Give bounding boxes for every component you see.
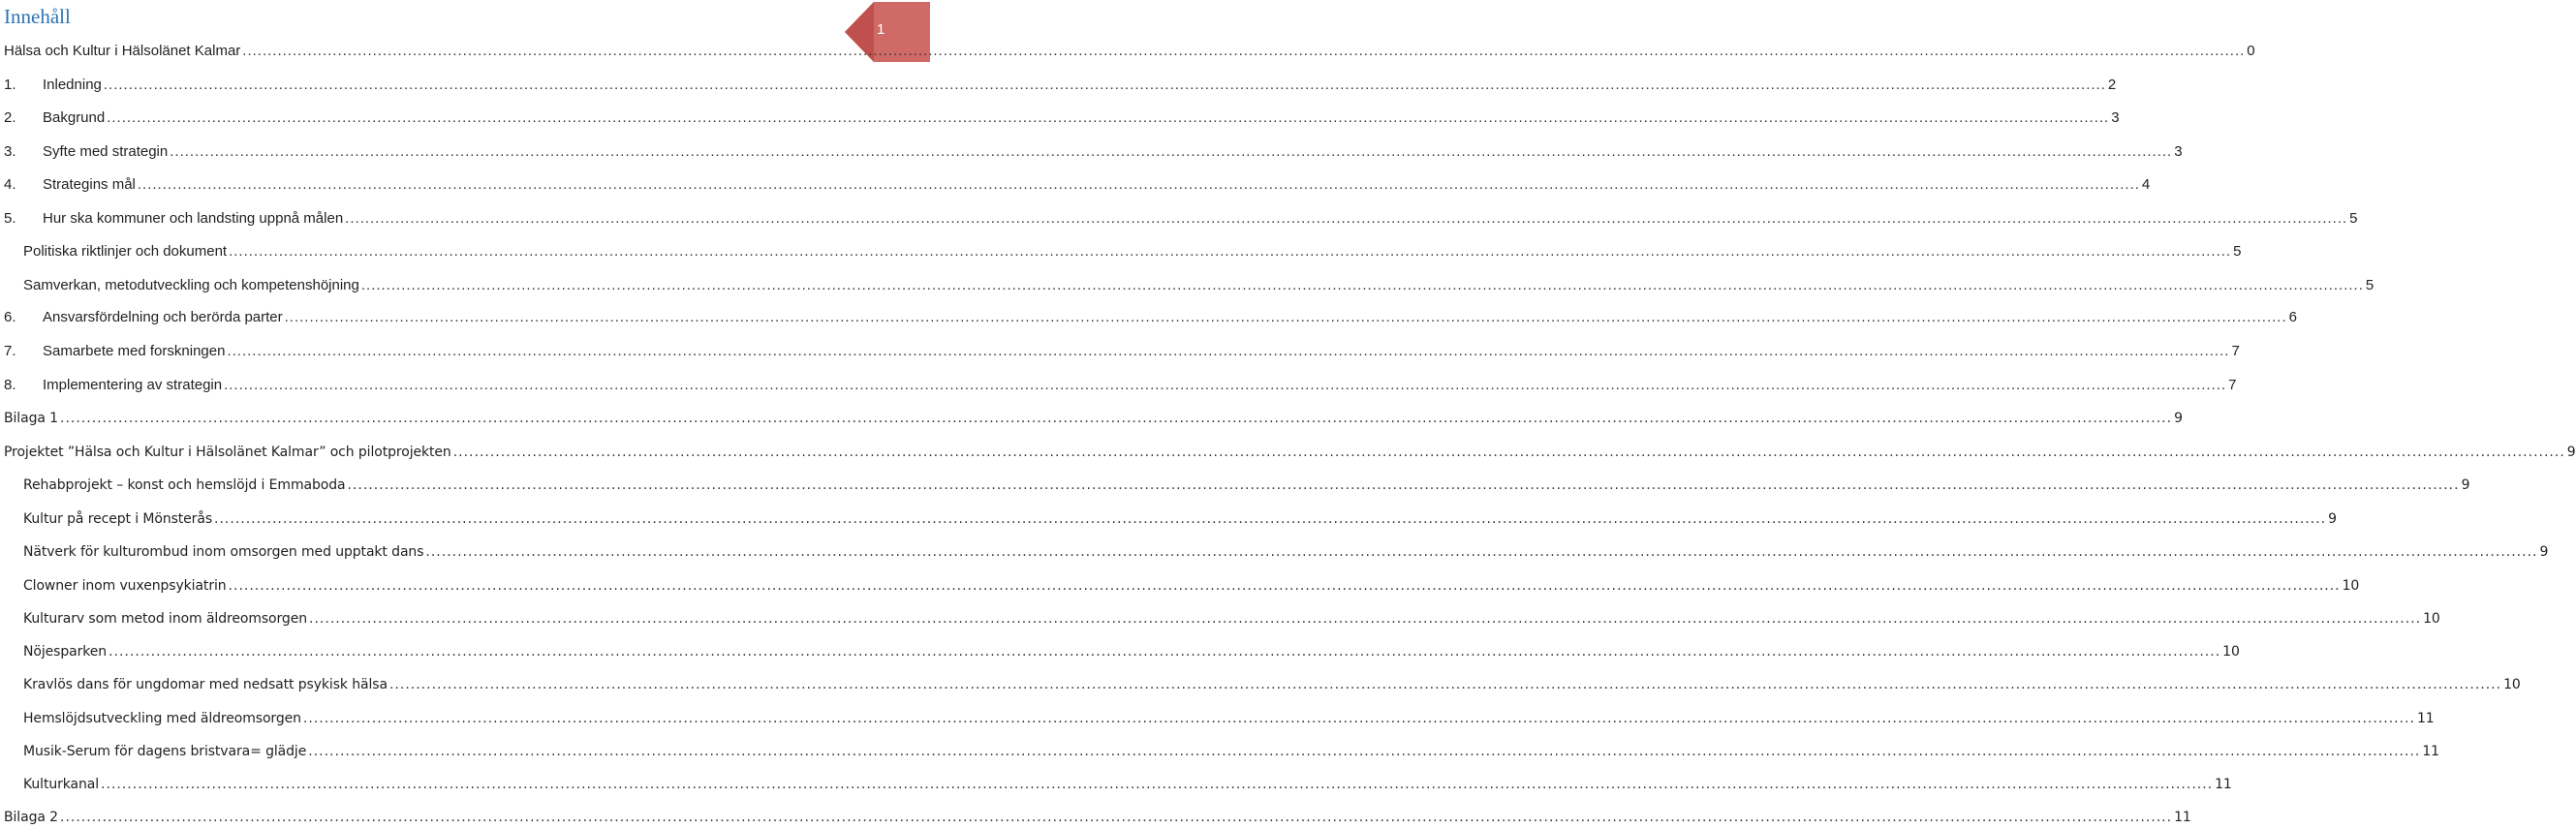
toc-entry-label: Politiska riktlinjer och dokument xyxy=(23,243,228,260)
toc-entry-number: 1. xyxy=(4,77,16,93)
dot-leader: ................................................................................................................................................................................................................................................................................................................................................................................................................ xyxy=(227,343,2230,359)
toc-entry[interactable] xyxy=(23,507,2337,531)
toc-entry[interactable] xyxy=(4,306,2297,329)
toc-entry-page: 0 xyxy=(2247,43,2255,59)
dot-leader: ................................................................................................................................................................................................................................................................................................................................................................................................................ xyxy=(388,677,2502,692)
toc-entry-page: 9 xyxy=(2461,477,2470,493)
toc-entry-label: Kultur på recept i Mönsterås xyxy=(23,511,213,527)
toc-entry-label: Syfte med strategin xyxy=(43,143,169,160)
toc-entry-page: 3 xyxy=(2111,109,2120,126)
toc-entry[interactable] xyxy=(23,740,2439,763)
toc-entry-page: 3 xyxy=(2174,143,2183,160)
toc-entry-page: 11 xyxy=(2416,711,2435,726)
toc-entry-label: Hälsa och Kultur i Hälsolänet Kalmar xyxy=(4,43,241,59)
toc-entry-label: Musik-Serum för dagens bristvara= glädje xyxy=(23,744,307,759)
toc-entry-label: Bilaga 2 xyxy=(4,810,58,825)
toc-entry[interactable] xyxy=(4,40,2255,63)
dot-leader: ................................................................................................................................................................................................................................................................................................................................................................................................................ xyxy=(109,644,2221,660)
dot-leader: ................................................................................................................................................................................................................................................................................................................................................................................................................ xyxy=(309,611,2422,627)
toc-entry-page: 11 xyxy=(2174,810,2191,825)
toc-entry-number: 4. xyxy=(4,176,16,193)
toc-entry-page: 7 xyxy=(2231,343,2240,359)
toc-entry[interactable] xyxy=(23,773,2232,796)
toc-entry[interactable] xyxy=(4,173,2151,197)
toc-entry-label: Hur ska kommuner och landsting uppnå målen xyxy=(43,210,344,227)
toc-entry-label: Clowner inom vuxenpsykiatrin xyxy=(23,578,227,594)
toc-entry[interactable] xyxy=(23,474,2470,497)
toc-entry-number: 5. xyxy=(4,210,16,227)
toc-entry-number: 2. xyxy=(4,109,16,126)
toc-entry-page: 4 xyxy=(2141,176,2151,193)
toc-entry-label: Nätverk för kulturombud inom omsorgen med upptakt dans xyxy=(23,544,424,560)
dot-leader: ................................................................................................................................................................................................................................................................................................................................................................................................................ xyxy=(60,810,2173,825)
toc-entry-page: 9 xyxy=(2539,544,2549,560)
toc-entry[interactable] xyxy=(23,574,2360,598)
toc-entry[interactable] xyxy=(23,274,2374,297)
dot-leader: ................................................................................................................................................................................................................................................................................................................................................................................................................ xyxy=(60,411,2173,426)
toc-title: Innehåll xyxy=(4,5,71,28)
toc-entry[interactable] xyxy=(23,240,2242,263)
dot-leader: ................................................................................................................................................................................................................................................................................................................................................................................................................ xyxy=(302,711,2415,726)
toc-entry-label: Rehabprojekt – konst och hemslöjd i Emmaboda xyxy=(23,477,346,493)
toc-entry[interactable] xyxy=(4,407,2183,430)
dot-leader: ................................................................................................................................................................................................................................................................................................................................................................................................................ xyxy=(347,477,2460,493)
dot-leader: ................................................................................................................................................................................................................................................................................................................................................................................................................ xyxy=(242,43,2246,59)
toc-entry-page: 5 xyxy=(2349,210,2358,227)
dot-leader: ................................................................................................................................................................................................................................................................................................................................................................................................................ xyxy=(170,143,2173,160)
dot-leader: ................................................................................................................................................................................................................................................................................................................................................................................................................ xyxy=(224,377,2227,393)
toc-entry-number: 8. xyxy=(4,377,16,393)
toc-entry-page: 9 xyxy=(2174,411,2183,426)
dot-leader: ................................................................................................................................................................................................................................................................................................................................................................................................................ xyxy=(103,77,2106,93)
toc-entry-page: 6 xyxy=(2288,309,2297,325)
dot-leader: ................................................................................................................................................................................................................................................................................................................................................................................................................ xyxy=(137,176,2140,193)
toc-entry[interactable] xyxy=(4,107,2120,130)
dot-leader: ................................................................................................................................................................................................................................................................................................................................................................................................................ xyxy=(284,309,2287,325)
toc-entry[interactable] xyxy=(4,441,2576,464)
toc-entry[interactable] xyxy=(23,540,2549,564)
toc-entry[interactable] xyxy=(23,607,2440,630)
toc-entry-label: Samverkan, metodutveckling och kompetenshöjning xyxy=(23,277,359,293)
dot-leader: ................................................................................................................................................................................................................................................................................................................................................................................................................ xyxy=(425,544,2538,560)
toc-entry-page: 2 xyxy=(2107,77,2117,93)
toc-entry-page: 10 xyxy=(2423,611,2440,627)
toc-entry-page: 9 xyxy=(2328,511,2337,527)
dot-leader: ................................................................................................................................................................................................................................................................................................................................................................................................................ xyxy=(107,109,2110,126)
toc-entry[interactable] xyxy=(4,374,2237,397)
dot-leader: ................................................................................................................................................................................................................................................................................................................................................................................................................ xyxy=(345,210,2348,227)
toc-entry-label: Hemslöjdsutveckling med äldreomsorgen xyxy=(23,711,301,726)
toc-entry-label: Bakgrund xyxy=(43,109,106,126)
dot-leader: ................................................................................................................................................................................................................................................................................................................................................................................................................ xyxy=(452,445,2565,460)
toc-entry-number: 7. xyxy=(4,343,16,359)
dot-leader: ................................................................................................................................................................................................................................................................................................................................................................................................................ xyxy=(101,777,2214,792)
toc-entry-number: 3. xyxy=(4,143,16,160)
toc-entry-label: Projektet ”Hälsa och Kultur i Hälsolänet Kalmar” och pilotprojekten xyxy=(4,445,451,460)
dot-leader: ................................................................................................................................................................................................................................................................................................................................................................................................................ xyxy=(228,578,2341,594)
toc-entry-page: 11 xyxy=(2215,777,2232,792)
dot-leader: ................................................................................................................................................................................................................................................................................................................................................................................................................ xyxy=(308,744,2421,759)
toc-entry-label: Ansvarsfördelning och berörda parter xyxy=(43,309,283,325)
toc-entry-page: 5 xyxy=(2233,243,2242,260)
dot-leader: ................................................................................................................................................................................................................................................................................................................................................................................................................ xyxy=(360,277,2364,293)
toc-entry-label: Strategins mål xyxy=(43,176,136,193)
toc-entry[interactable] xyxy=(23,640,2240,663)
toc-entry[interactable] xyxy=(23,673,2521,696)
toc-entry-label: Kulturarv som metod inom äldreomsorgen xyxy=(23,611,308,627)
toc-entry-label: Kravlös dans för ungdomar med nedsatt psykisk hälsa xyxy=(23,677,388,692)
toc-entry-page: 10 xyxy=(2222,644,2240,660)
toc-entry-label: Nöjesparken xyxy=(23,644,108,660)
toc-entry-label: Samarbete med forskningen xyxy=(43,343,226,359)
toc-entry-page: 10 xyxy=(2342,578,2360,594)
toc-entry-label: Implementering av strategin xyxy=(43,377,223,393)
toc-entry-page: 7 xyxy=(2228,377,2237,393)
toc-entry-page: 5 xyxy=(2365,277,2374,293)
toc-entry-number: 6. xyxy=(4,309,16,325)
toc-entry-page: 11 xyxy=(2422,744,2439,759)
toc-entry[interactable] xyxy=(4,340,2240,363)
toc-entry[interactable] xyxy=(4,74,2117,97)
toc-entry-label: Inledning xyxy=(43,77,102,93)
toc-entry-label: Kulturkanal xyxy=(23,777,100,792)
page-number: 1 xyxy=(877,21,885,38)
dot-leader: ................................................................................................................................................................................................................................................................................................................................................................................................................ xyxy=(214,511,2327,527)
toc-entry-page: 9 xyxy=(2566,445,2576,460)
toc-entry[interactable] xyxy=(23,707,2435,730)
toc-entry[interactable] xyxy=(4,207,2358,230)
toc-entry-page: 10 xyxy=(2503,677,2521,692)
toc-entry[interactable] xyxy=(4,140,2183,164)
dot-leader: ................................................................................................................................................................................................................................................................................................................................................................................................................ xyxy=(229,243,2232,260)
toc-entry[interactable] xyxy=(4,806,2191,829)
toc-entry-label: Bilaga 1 xyxy=(4,411,58,426)
